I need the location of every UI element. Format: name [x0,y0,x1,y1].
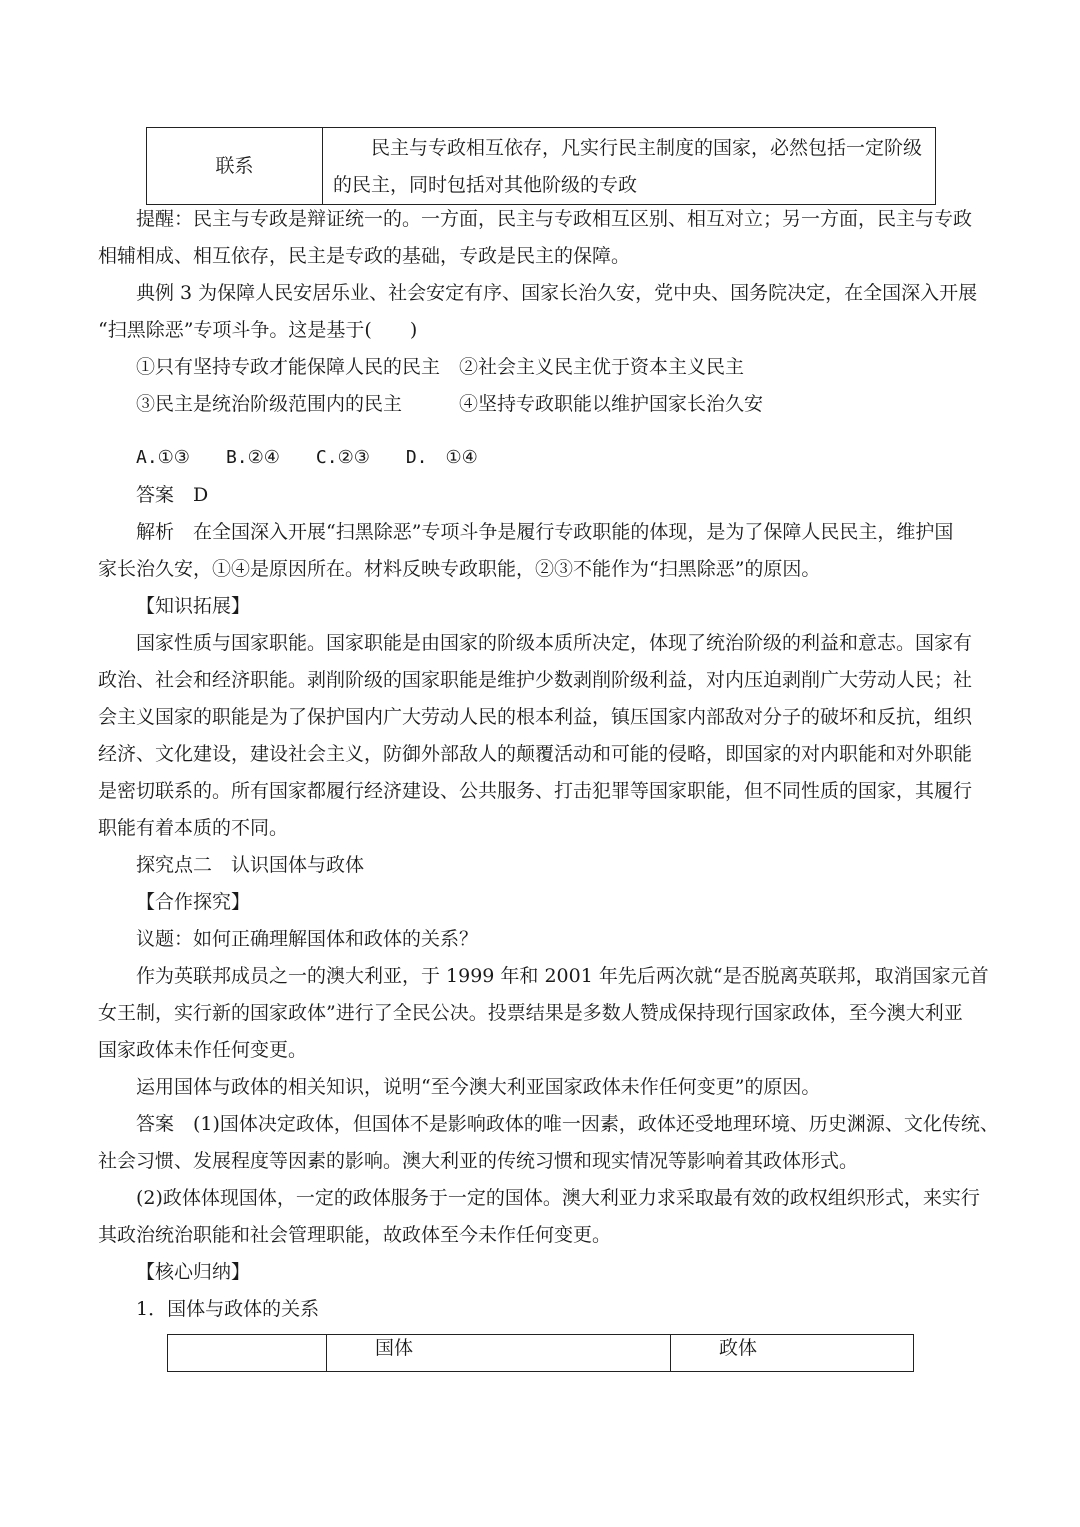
option-line1: ①只有坚持专政才能保障人民的民主 ②社会主义民主优于资本主义民主 [136,356,745,378]
table-header-blank [168,1335,327,1372]
answer2-line4: 其政治统治职能和社会管理职能，故政体至今未作任何变更。 [98,1224,612,1246]
material-line2: 女王制，实行新的国家政体”进行了全民公决。投票结果是多数人赞成保持现行国家政体，至今澳大利亚 [98,1002,963,1024]
state-system-table [167,1334,914,1372]
analysis-line2: 家长治久安，①④是原因所在。材料反映专政职能，②③不能作为“扫黑除恶”的原因。 [98,558,821,580]
core-summary-heading: 【核心归纳】 [136,1261,251,1283]
table-header-government-system: 政体 [671,1335,914,1372]
knowledge-line4: 经济、文化建设，建设社会主义，防御外部敌人的颠覆活动和可能的侵略，即国家的对内职能和对外职能 [98,743,973,765]
material-line3: 国家政体未作任何变更。 [98,1039,308,1061]
inquiry-point-heading: 探究点二 认识国体与政体 [136,854,365,876]
answer2-line3: (2)政体体现国体，一定的政体服务于一定的国体。澳大利亚力求采取最有效的政权组织形式，来实行 [136,1187,980,1209]
relation-content-line2: 的民主，同时包括对其他阶级的专政 [333,174,638,196]
knowledge-line1: 国家性质与国家职能。国家职能是由国家的阶级本质所决定，体现了统治阶级的利益和意志。国家有 [136,632,973,654]
knowledge-extension-heading: 【知识拓展】 [136,595,251,617]
knowledge-line6: 职能有着本质的不同。 [98,817,289,839]
knowledge-line3: 会主义国家的职能是为了保护国内广大劳动人民的根本利益，镇压国家内部敌对分子的破坏和反抗，组织 [98,706,973,728]
option-line2: ③民主是统治阶级范围内的民主 ④坚持专政职能以维护国家长治久安 [136,393,764,415]
answer2-line2: 社会习惯、发展程度等因素的影响。澳大利亚的传统习惯和现实情况等影响着其政体形式。 [98,1150,859,1172]
example-question-line2: “扫黑除恶”专项斗争。这是基于( ) [98,319,418,341]
example-question-line1: 典例 3 为保障人民安居乐业、社会安定有序、国家长治久安，党中央、国务院决定，在全国深入开展 [136,282,978,304]
answer2-line1: 答案 (1)国体决定政体，但国体不是影响政体的唯一因素，政体还受地理环境、历史渊源、文化传统、 [136,1113,999,1135]
cooperative-inquiry-heading: 【合作探究】 [136,891,251,913]
question-line: 运用国体与政体的相关知识，说明“至今澳大利亚国家政体未作任何变更”的原因。 [136,1076,821,1098]
analysis-line1: 解析 在全国深入开展“扫黑除恶”专项斗争是履行专政职能的体现，是为了保障人民民主，维护国 [136,521,954,543]
relation-content-line1: 民主与专政相互依存，凡实行民主制度的国家，必然包括一定阶级 [371,137,923,159]
reminder-line1: 提醒：民主与专政是辩证统一的。一方面，民主与专政相互区别、相互对立；另一方面，民主与专政 [136,208,973,230]
relation-table [146,127,936,205]
relation-content [323,128,936,205]
reminder-line2: 相辅相成、相互依存，民主是专政的基础，专政是民主的保障。 [98,245,631,267]
topic-line: 议题：如何正确理解国体和政体的关系？ [136,928,479,950]
knowledge-line2: 政治、社会和经济职能。剥削阶级的国家职能是维护少数剥削阶级利益，对内压迫剥削广大劳动人民；社 [98,669,973,691]
relation-subheading: 1．国体与政体的关系 [136,1298,320,1320]
relation-label: 联系 [147,128,323,205]
choices-line: A.①③ B.②④ C.②③ D. ①④ [136,447,478,468]
material-line1: 作为英联邦成员之一的澳大利亚，于 1999 年和 2001 年先后两次就“是否脱离英联邦，取消国家元首 [136,965,989,987]
answer-line: 答案 D [136,484,209,506]
knowledge-line5: 是密切联系的。所有国家都履行经济建设、公共服务、打击犯罪等国家职能，但不同性质的国家，其履行 [98,780,973,802]
table-header-state-system: 国体 [327,1335,671,1372]
